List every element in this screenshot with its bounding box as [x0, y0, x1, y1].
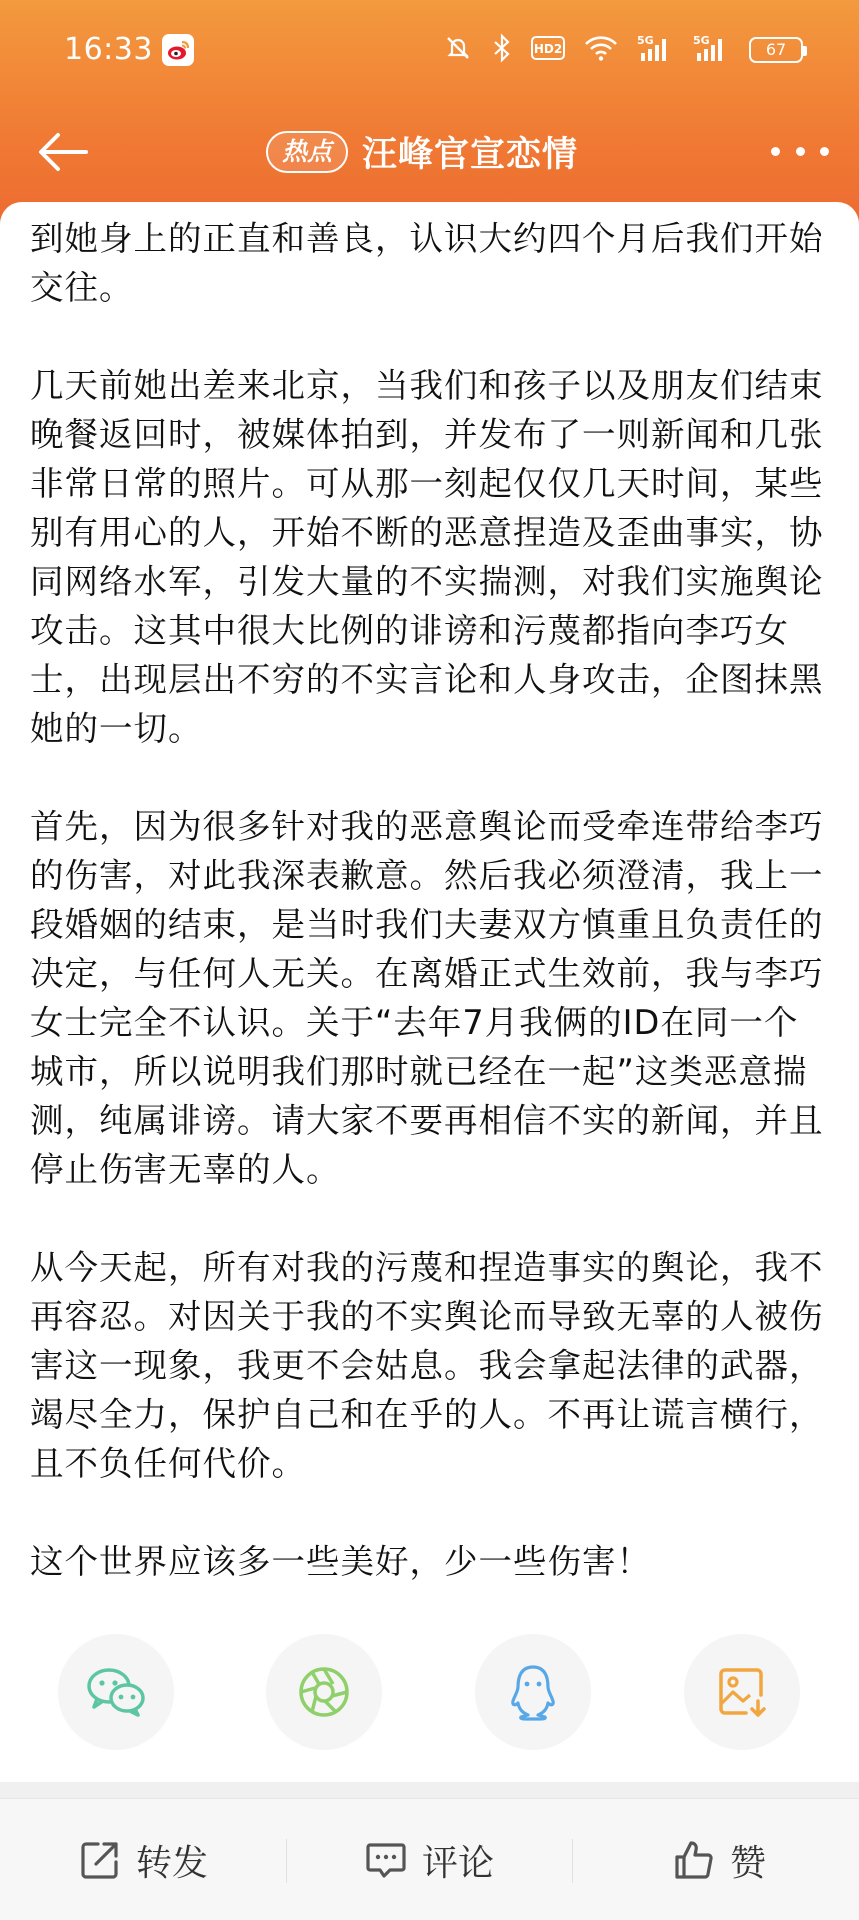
repost-label: 转发 — [136, 1842, 209, 1884]
mute-icon — [443, 33, 473, 67]
status-icons — [443, 32, 803, 68]
moments-icon — [296, 1664, 352, 1720]
like-label: 赞 — [730, 1842, 767, 1884]
like-button[interactable] — [672, 1799, 766, 1920]
action-divider — [286, 1839, 287, 1883]
qq-icon — [508, 1663, 558, 1721]
svg-text:HD2: HD2 — [533, 42, 563, 56]
more-options-button[interactable] — [771, 138, 829, 164]
share-row — [0, 1634, 859, 1750]
article-body — [30, 214, 830, 1586]
content-card — [0, 202, 859, 1782]
bottom-action-bar — [0, 1798, 859, 1920]
thumbs-up-icon — [672, 1838, 716, 1882]
hot-tag-badge: 热点 — [266, 131, 348, 173]
hd-icon — [531, 35, 565, 65]
status-bar — [0, 0, 859, 100]
comment-label: 评论 — [422, 1842, 495, 1884]
signal-5g-icon-2 — [693, 33, 731, 67]
article-paragraph: 首先，因为很多针对我的恶意舆论而受牵连带给李巧的伤害，对此我深表歉意。然后我必须澄清，我上一段婚姻的结束，是当时我们夫妻双方慎重且负责任的决定，与任何人无关。在离婚正式生效前，我与李巧女士完全不认识。关于“去年7月我俩的ID在同一个城市，所以说明我们那时就已经在一起”这类恶意揣测，纯属诽谤。请大家不要再相信不实的新闻，并且停止伤害无辜的人。 — [30, 807, 824, 1189]
more-dot-icon — [771, 147, 780, 156]
nav-bar — [0, 100, 859, 204]
repost-icon — [78, 1838, 122, 1882]
signal-5g-icon-1 — [637, 33, 675, 67]
back-arrow-icon — [34, 128, 92, 176]
separator-strip — [0, 1782, 859, 1798]
weibo-app-icon — [162, 34, 194, 66]
svg-text:5G: 5G — [693, 34, 710, 47]
save-image-button[interactable] — [684, 1634, 800, 1750]
more-dot-icon — [796, 147, 805, 156]
share-qq-button[interactable] — [475, 1634, 591, 1750]
back-button[interactable] — [34, 128, 92, 176]
article-paragraph: 这个世界应该多一些美好，少一些伤害！ — [30, 1542, 651, 1581]
article-paragraph: 从今天起，所有对我的污蔑和捏造事实的舆论，我不再容忍。对因关于我的不实舆论而导致无辜的人被伤害这一现象，我更不会姑息。我会拿起法律的武器，竭尽全力，保护自己和在乎的人。不再让谎言横行，且不负任何代价。 — [30, 1248, 824, 1483]
status-time: 16:33 — [64, 32, 153, 67]
more-dot-icon — [820, 147, 829, 156]
wifi-icon — [583, 33, 619, 67]
share-moments-button[interactable] — [266, 1634, 382, 1750]
comment-icon — [364, 1838, 408, 1882]
page-title: 汪峰官宣恋情 — [362, 135, 579, 175]
save-image-icon — [716, 1665, 768, 1719]
battery-icon: 67 — [749, 37, 803, 63]
svg-text:5G: 5G — [637, 34, 654, 47]
action-divider — [572, 1839, 573, 1883]
bluetooth-icon — [491, 33, 513, 67]
share-wechat-button[interactable] — [58, 1634, 174, 1750]
article-paragraph: 到她身上的正直和善良，认识大约四个月后我们开始交往。 — [30, 219, 824, 307]
repost-button[interactable] — [78, 1799, 208, 1920]
comment-button[interactable] — [364, 1799, 494, 1920]
wechat-icon — [85, 1665, 147, 1719]
title-group — [266, 126, 578, 178]
article-paragraph: 几天前她出差来北京，当我们和孩子以及朋友们结束晚餐返回时，被媒体拍到，并发布了一则新闻和几张非常日常的照片。可从那一刻起仅仅几天时间，某些别有用心的人，开始不断的恶意捏造及歪曲事实，协同网络水军，引发大量的不实揣测，对我们实施舆论攻击。这其中很大比例的诽谤和污蔑都指向李巧女士，出现层出不穷的不实言论和人身攻击，企图抹黑她的一切。 — [30, 366, 824, 748]
